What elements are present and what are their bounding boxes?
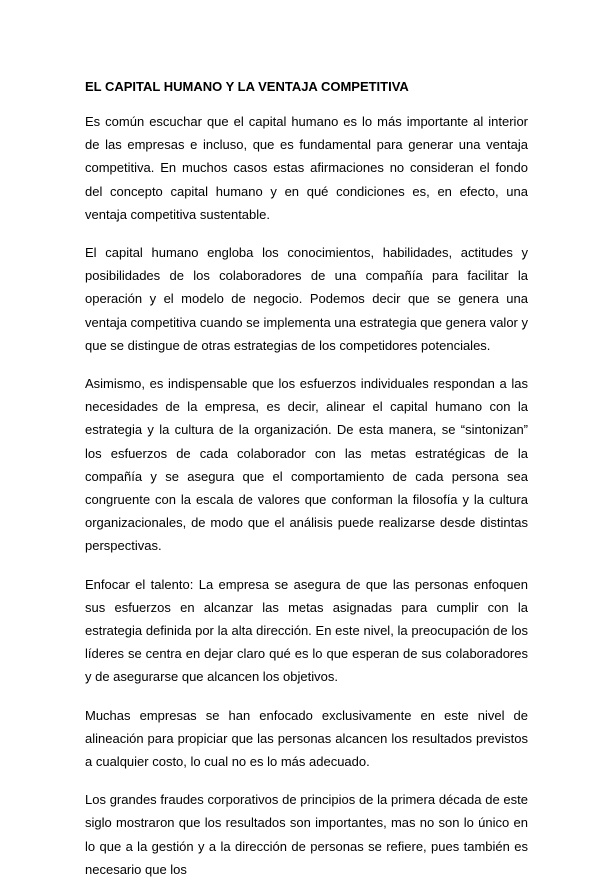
paragraph-capital-humano: El capital humano engloba los conocimientos, habilidades, actitudes y posibilidades de los colaboradores de una compañía para facilitar la operación y el modelo de negocio. Podemos decir que se genera una ventaja competitiva cuando se implementa una estrategia que genera valor y que se distingue de otras estrategias de los competidores potenciales. xyxy=(85,245,528,353)
paragraph-grandes-fraudes: Los grandes fraudes corporativos de principios de la primera década de este siglo mostraron que los resultados son importantes, mas no son lo único en lo que a la gestión y a la dirección de personas se refiere, pues también es necesario que los xyxy=(85,792,528,877)
document-title: EL CAPITAL HUMANO Y LA VENTAJA COMPETITIVA xyxy=(85,79,409,94)
paragraph-asimismo: Asimismo, es indispensable que los esfuerzos individuales respondan a las necesidades de la empresa, es decir, alinear el capital humano con la estrategia y la cultura de la organización. De esta manera, se “sintonizan” los esfuerzos de cada colaborador con las metas estratégicas de la compañía y se asegura que el comportamiento de cada persona sea congruente con la escala de valores que conforman la filosofía y la cultura organizacionales, de modo que el análisis puede realizarse desde distintas perspectivas. xyxy=(85,376,528,554)
paragraph-intro: Es común escuchar que el capital humano es lo más importante al interior de las empresas e incluso, que es fundamental para generar una ventaja competitiva. En muchos casos estas afirmaciones no consideran el fondo del concepto capital humano y en qué condiciones es, en efecto, una ventaja competitiva sustentable. xyxy=(85,114,528,222)
document-body xyxy=(85,78,528,896)
paragraph-enfocar-talento: Enfocar el talento: La empresa se asegura de que las personas enfoquen sus esfuerzos en alcanzar las metas asignadas para cumplir con la estrategia definida por la alta dirección. En este nivel, la preocupación de los líderes se centra en dejar claro qué es lo que esperan de sus colaboradores y de asegurarse que alcancen los objetivos. xyxy=(85,576,528,685)
paragraph-muchas-empresas: Muchas empresas se han enfocado exclusivamente en este nivel de alineación para propiciar que las personas alcancen los resultados previstos a cualquier costo, lo cual no es lo más adecuado. xyxy=(85,707,528,770)
